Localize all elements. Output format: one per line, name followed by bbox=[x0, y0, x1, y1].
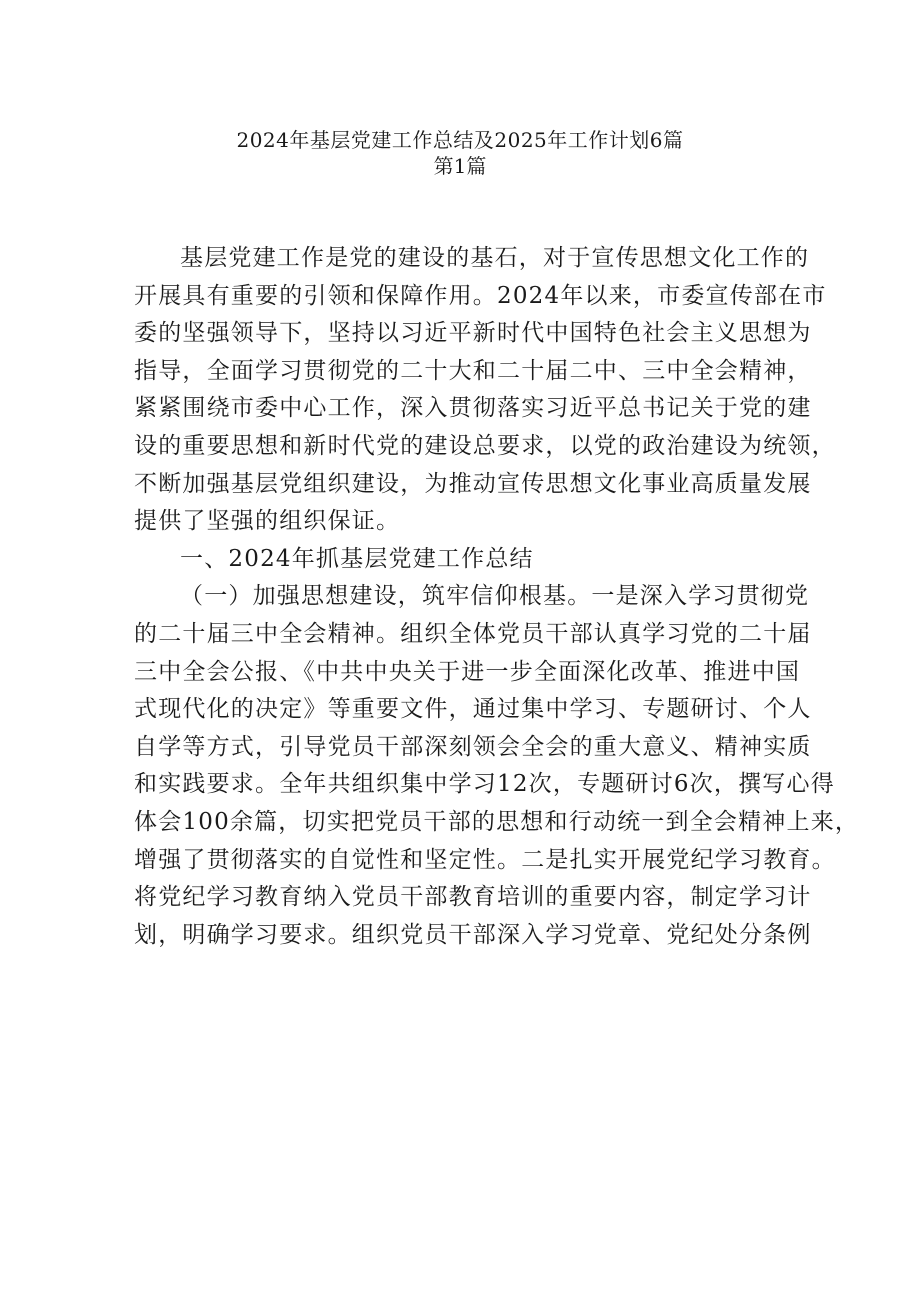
paragraph-line: 提供了坚强的组织保证。 bbox=[134, 508, 401, 535]
paragraph-line: 和实践要求。全年共组织集中学习12次，专题研讨6次，撰写心得 bbox=[134, 771, 835, 798]
section-heading: 一、2024年抓基层党建工作总结 bbox=[180, 545, 534, 572]
paragraph-line: 划，明确学习要求。组织党员干部深入学习党章、党纪处分条例 bbox=[134, 921, 812, 948]
paragraph-line: 将党纪学习教育纳入党员干部教育培训的重要内容，制定学习计 bbox=[134, 884, 812, 911]
paragraph-line: 委的坚强领导下，坚持以习近平新时代中国特色社会主义思想为 bbox=[134, 320, 812, 347]
paragraph-line: 开展具有重要的引领和保障作用。2024年以来，市委宣传部在市 bbox=[134, 282, 827, 309]
document-title: 2024年基层党建工作总结及2025年工作计划6篇 bbox=[236, 128, 684, 152]
paragraph-line: 自学等方式，引导党员干部深刻领会全会的重大意义、精神实质 bbox=[134, 733, 812, 760]
paragraph-line: 体会100余篇，切实把党员干部的思想和行动统一到全会精神上来， bbox=[134, 808, 860, 835]
paragraph-line: （一）加强思想建设，筑牢信仰根基。一是深入学习贯彻党 bbox=[180, 583, 810, 610]
paragraph-line: 紧紧围绕市委中心工作，深入贯彻落实习近平总书记关于党的建 bbox=[134, 395, 812, 422]
document-subtitle: 第1篇 bbox=[433, 154, 487, 178]
paragraph-line: 不断加强基层党组织建设，为推动宣传思想文化事业高质量发展 bbox=[134, 470, 812, 497]
paragraph-line: 三中全会公报、《中共中央关于进一步全面深化改革、推进中国 bbox=[134, 658, 801, 685]
paragraph-line: 的二十届三中全会精神。组织全体党员干部认真学习党的二十届 bbox=[134, 620, 812, 647]
paragraph-line: 增强了贯彻落实的自觉性和坚定性。二是扎实开展党纪学习教育。 bbox=[134, 846, 836, 873]
paragraph-line: 指导，全面学习贯彻党的二十大和二十届二中、三中全会精神， bbox=[134, 357, 812, 384]
title-block bbox=[0, 127, 920, 179]
paragraph-line: 设的重要思想和新时代党的建设总要求，以党的政治建设为统领， bbox=[134, 432, 836, 459]
paragraph-line: 基层党建工作是党的建设的基石，对于宣传思想文化工作的 bbox=[180, 245, 810, 271]
paragraph-line: 式现代化的决定》等重要文件，通过集中学习、专题研讨、个人 bbox=[134, 696, 812, 723]
document-body bbox=[134, 240, 860, 954]
